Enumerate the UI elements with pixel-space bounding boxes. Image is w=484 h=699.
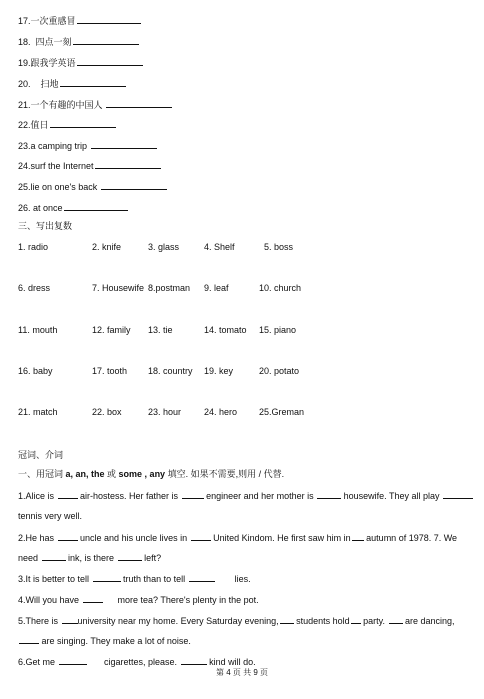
article-heading: 冠词、介词 [18,450,64,460]
exercise-text: 1.Alice is [18,491,57,501]
exercise-text: 5.There is [18,616,61,626]
phrase-text: 20. 扫地 [18,79,59,89]
phrase-text: 26. at once [18,203,63,213]
phrase-text: 22.值日 [18,120,49,130]
exercise-text: are dancing, [402,616,455,626]
exercise-text: party. [360,616,388,626]
plural-word: 18. country [148,366,193,376]
answer-blank[interactable] [91,139,157,149]
exercise-line [18,614,478,627]
phrase-item [18,35,139,48]
answer-blank[interactable] [118,551,142,561]
plural-word: 23. hour [148,407,182,417]
instruction-suffix: 填空. 如果不需要,则用 / 代替. [165,469,285,479]
exercise-text: United Kindom. He first saw him in [210,533,351,543]
plural-word: 12. family [92,325,131,335]
exercise-text: autumn of 1978. 7. We [363,533,458,543]
phrase-text: 19.跟我学英语 [18,58,76,68]
exercise-text: 6.Get me [18,657,58,667]
answer-blank[interactable] [182,489,204,499]
exercise-text: more tea? There's plenty in the pot. [102,595,259,605]
exercise-text: uncle and his uncle lives in [77,533,190,543]
phrase-item [18,56,143,69]
plural-word: 6. dress [18,283,51,293]
plural-word: 7. Housewife [92,283,145,293]
exercise-text: 4.Will you have [18,595,82,605]
plural-word: 25.Greman [259,407,305,417]
plural-word: 10. church [259,283,302,293]
plural-word: 9. leaf [204,283,229,293]
answer-blank[interactable] [83,593,103,603]
exercise-line [18,531,478,544]
instruction-middle: 或 [104,469,119,479]
phrase-item [18,180,167,193]
phrase-text: 18. 四点一刻 [18,37,72,47]
answer-blank[interactable] [64,201,128,211]
answer-blank[interactable] [42,551,66,561]
answer-blank[interactable] [73,35,139,45]
exercise-text: need [18,553,41,563]
exercise-text: air-hostess. Her father is [77,491,181,501]
phrase-item [18,98,172,111]
instruction-some-any: some , any [118,469,166,479]
exercise-line [18,572,478,585]
phrase-item [18,118,116,131]
page-footer: 第 4 页 共 9 页 [215,668,268,677]
phrase-text: 25.lie on one's back [18,182,100,192]
exercise-line [18,489,478,502]
answer-blank[interactable] [77,14,141,24]
exercise-text: university near my home. Every Saturday evening, [77,616,279,626]
phrase-item [18,139,157,152]
exercise-text: cigarettes, please. [86,657,180,667]
phrase-item [18,159,161,172]
plural-word: 14. tomato [204,325,247,335]
exercise-text: kind will do. [206,657,256,667]
plural-word: 22. box [92,407,122,417]
answer-blank[interactable] [389,614,403,624]
plural-section-title: 三、写出复数 [18,221,73,231]
plural-word: 4. Shelf [204,242,235,252]
answer-blank[interactable] [352,531,364,541]
answer-blank[interactable] [59,655,87,665]
plural-word: 19. key [204,366,234,376]
exercise-text: housewife. They all play [341,491,443,501]
answer-blank[interactable] [77,56,143,66]
exercise-text: left? [141,553,162,563]
plural-word: 2. knife [92,242,122,252]
answer-blank[interactable] [95,159,161,169]
plural-word: 24. hero [204,407,238,417]
plural-word: 13. tie [148,325,173,335]
answer-blank[interactable] [280,614,294,624]
exercise-text: ink, is there [65,553,117,563]
answer-blank[interactable] [60,77,126,87]
plural-word: 8.postman [148,283,191,293]
exercise-line [18,593,478,606]
plural-word: 5. boss [264,242,294,252]
exercise-text: engineer and her mother is [203,491,317,501]
plural-word: 20. potato [259,366,300,376]
plural-word: 1. radio [18,242,49,252]
exercise-text: 3.It is better to tell [18,574,92,584]
answer-blank[interactable] [50,118,116,128]
answer-blank[interactable] [58,489,78,499]
answer-blank[interactable] [191,531,211,541]
plural-word: 3. glass [148,242,180,252]
exercise-line [18,510,478,522]
answer-blank[interactable] [93,572,121,582]
phrase-text: 21.一个有趣的中国人 [18,100,106,110]
answer-blank[interactable] [19,634,39,644]
answer-blank[interactable] [106,98,172,108]
answer-blank[interactable] [443,489,473,499]
exercise-text: tennis very well. [18,511,83,521]
answer-blank[interactable] [351,614,361,624]
exercise-text: lies. [214,574,251,584]
phrase-text: 17.一次重感冒 [18,16,76,26]
phrase-text: 24.surf the Internet [18,161,94,171]
plural-word: 16. baby [18,366,53,376]
instruction-articles: a, an, the [65,469,105,479]
instruction-prefix: 一、用冠词 [18,469,66,479]
article-instruction [18,468,284,480]
phrase-item [18,14,141,27]
plural-word: 15. piano [259,325,297,335]
plural-word: 17. tooth [92,366,128,376]
exercise-text: students hold [293,616,350,626]
answer-blank[interactable] [317,489,341,499]
answer-blank[interactable] [62,614,78,624]
exercise-line [18,634,478,647]
phrase-text: 23.a camping trip [18,141,90,151]
answer-blank[interactable] [58,531,78,541]
exercise-text: are singing. They make a lot of noise. [39,636,191,646]
answer-blank[interactable] [189,572,215,582]
answer-blank[interactable] [101,180,167,190]
exercise-text: 2.He has [18,533,57,543]
phrase-item [18,201,128,214]
plural-word: 11. mouth [18,325,58,335]
answer-blank[interactable] [181,655,207,665]
phrase-item [18,77,126,90]
plural-word: 21. match [18,407,58,417]
exercise-text: truth than to tell [120,574,188,584]
exercise-line [18,551,478,564]
